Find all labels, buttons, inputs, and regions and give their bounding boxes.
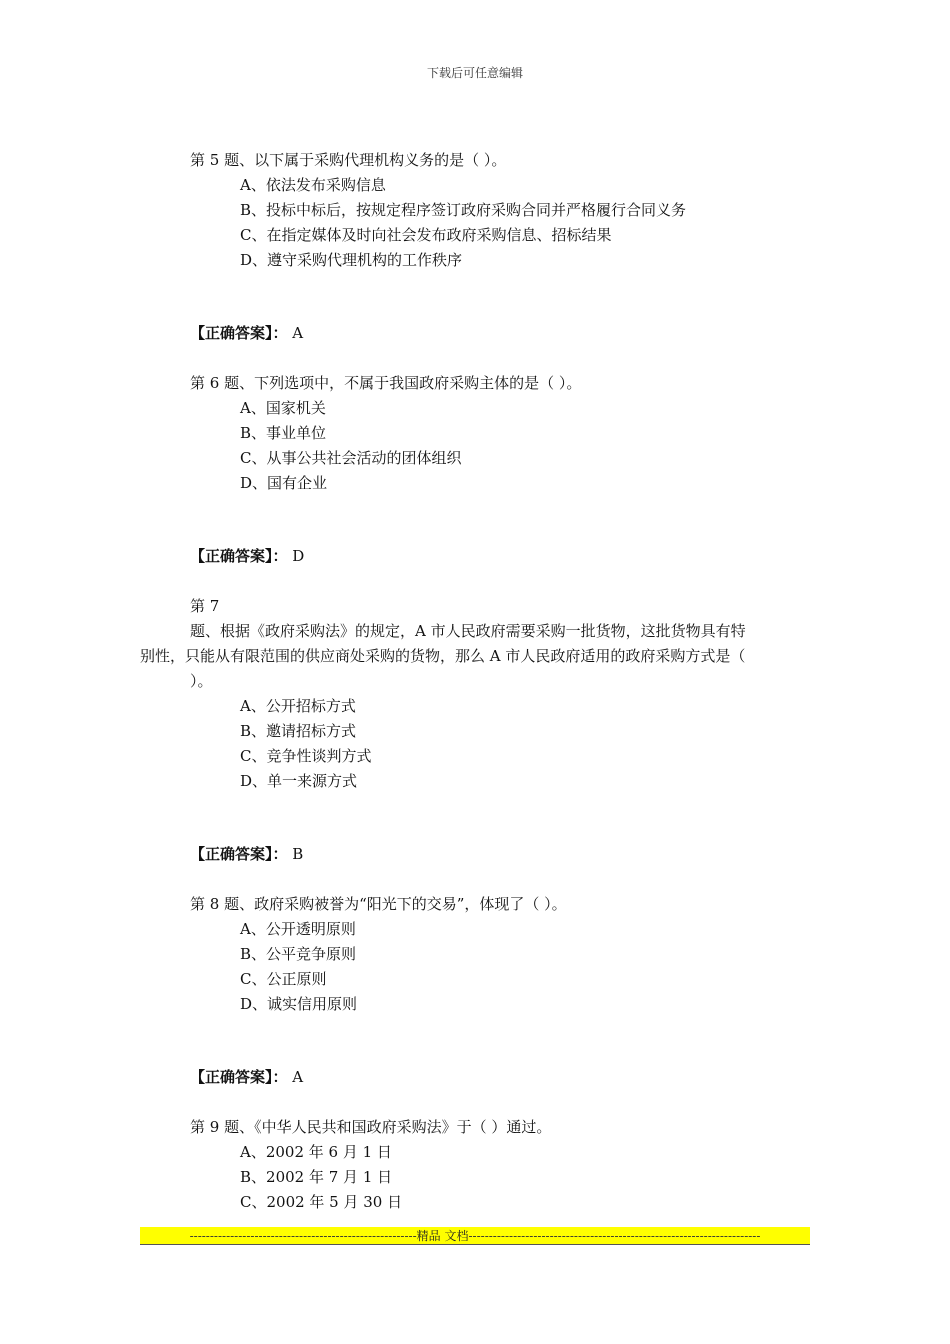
footer-dashes-left: -------------------------------------------------------- xyxy=(189,1229,417,1243)
option-c: C、从事公共社会活动的团体组织 xyxy=(240,449,462,467)
answer-label: 【正确答案】： xyxy=(190,324,288,342)
question-stem-line-1: 第 7 xyxy=(190,597,220,615)
option-b: B、公平竞争原则 xyxy=(240,945,357,963)
answer-7 xyxy=(190,842,810,867)
question-8 xyxy=(190,892,810,1017)
footer-text: 精品 文档 xyxy=(416,1229,469,1243)
option-b: B、事业单位 xyxy=(240,424,327,442)
option-c: C、在指定媒体及时向社会发布政府采购信息、招标结果 xyxy=(240,226,612,244)
option-b: B、投标中标后，按规定程序签订政府采购合同并严格履行合同义务 xyxy=(240,201,687,219)
page-header: 下载后可任意编辑 xyxy=(426,66,523,80)
answer-value: A xyxy=(292,324,304,342)
option-b: B、邀请招标方式 xyxy=(240,722,357,740)
option-d: D、诚实信用原则 xyxy=(240,995,358,1013)
answer-label: 【正确答案】： xyxy=(190,1068,288,1086)
question-7 xyxy=(140,594,810,794)
page-footer xyxy=(140,1227,810,1245)
answer-value: A xyxy=(292,1068,304,1086)
question-6 xyxy=(190,371,810,496)
answer-5 xyxy=(190,321,810,346)
answer-value: D xyxy=(292,547,305,565)
option-a: A、2002 年 6 月 1 日 xyxy=(240,1143,392,1161)
question-5 xyxy=(190,148,810,273)
question-stem-line-3: 别性，只能从有限范围的供应商处采购的货物，那么 A 市人民政府适用的政府采购方式是（ xyxy=(140,647,746,665)
option-c: C、2002 年 5 月 30 日 xyxy=(240,1193,403,1211)
question-stem: 第 8 题、政府采购被誉为“阳光下的交易”，体现了（ ）。 xyxy=(190,895,567,913)
document-body xyxy=(140,148,810,1215)
option-b: B、2002 年 7 月 1 日 xyxy=(240,1168,393,1186)
option-a: A、依法发布采购信息 xyxy=(240,176,386,194)
answer-6 xyxy=(190,544,810,569)
question-stem-line-2: 题、根据《政府采购法》的规定，A 市人民政府需要采购一批货物，这批货物具有特 xyxy=(190,622,746,640)
question-stem-line-4: ）。 xyxy=(190,672,213,690)
question-stem: 第 5 题、以下属于采购代理机构义务的是（ ）。 xyxy=(190,151,507,169)
footer-dashes-right: ------------------------------------------------------------------------ xyxy=(468,1229,761,1243)
question-stem: 第 6 题、下列选项中，不属于我国政府采购主体的是（ ）。 xyxy=(190,374,582,392)
option-a: A、国家机关 xyxy=(240,399,326,417)
answer-value: B xyxy=(292,845,304,863)
option-d: D、单一来源方式 xyxy=(240,772,358,790)
question-stem: 第 9 题、《中华人民共和国政府采购法》于（ ）通过。 xyxy=(190,1118,552,1136)
footer-rule xyxy=(140,1244,810,1245)
option-c: C、竞争性谈判方式 xyxy=(240,747,372,765)
answer-8 xyxy=(190,1065,810,1090)
question-9 xyxy=(190,1115,810,1215)
option-c: C、公正原则 xyxy=(240,970,327,988)
answer-label: 【正确答案】： xyxy=(190,547,288,565)
answer-label: 【正确答案】： xyxy=(190,845,288,863)
option-d: D、遵守采购代理机构的工作秩序 xyxy=(240,251,463,269)
option-d: D、国有企业 xyxy=(240,474,328,492)
option-a: A、公开透明原则 xyxy=(240,920,356,938)
option-a: A、公开招标方式 xyxy=(240,697,356,715)
